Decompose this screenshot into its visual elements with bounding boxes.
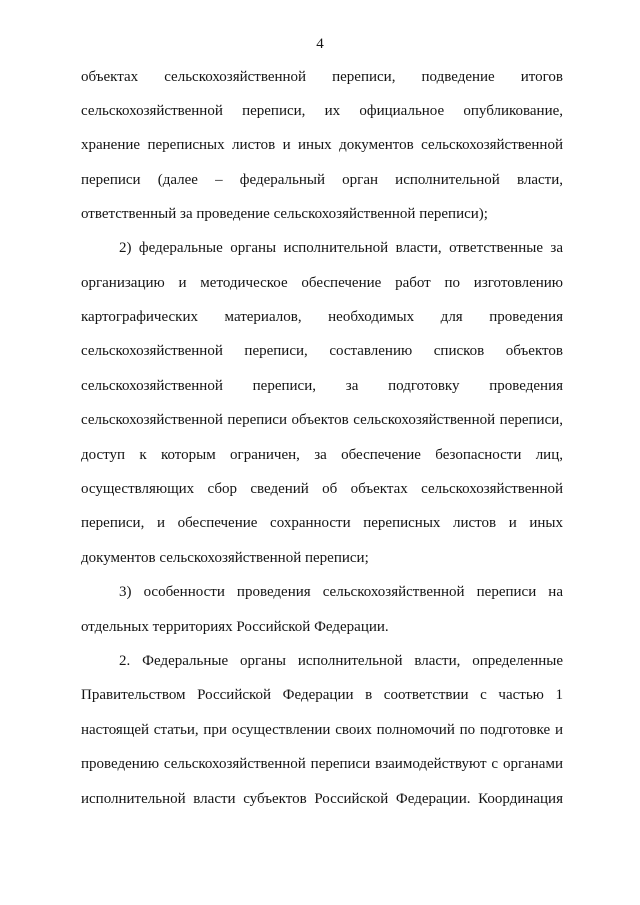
page-number: 4 xyxy=(316,36,324,52)
text-line: организацию и методическое обеспечение работ по изготовлению xyxy=(81,275,563,291)
text-line: 3) особенности проведения сельскохозяйственной переписи на xyxy=(119,584,563,600)
text-line: Правительством Российской Федерации в соответствии с частью 1 xyxy=(81,687,563,703)
text-line: отдельных территориях Российской Федерации. xyxy=(81,619,389,635)
text-line: 2) федеральные органы исполнительной власти, ответственные за xyxy=(119,240,563,256)
text-line: проведению сельскохозяйственной переписи взаимодействуют с органами xyxy=(81,756,563,772)
text-line: ответственный за проведение сельскохозяйственной переписи); xyxy=(81,206,488,222)
text-line: исполнительной власти субъектов Российской Федерации. Координация xyxy=(81,791,563,807)
text-line: сельскохозяйственной переписи объектов сельскохозяйственной переписи, xyxy=(81,412,563,428)
text-line: картографических материалов, необходимых для проведения xyxy=(81,309,563,325)
text-line: документов сельскохозяйственной переписи; xyxy=(81,550,369,566)
text-line: объектах сельскохозяйственной переписи, подведение итогов xyxy=(81,69,563,85)
text-line: осуществляющих сбор сведений об объектах сельскохозяйственной xyxy=(81,481,563,497)
text-line: хранение переписных листов и иных документов сельскохозяйственной xyxy=(81,137,563,153)
text-line: переписи (далее – федеральный орган исполнительной власти, xyxy=(81,172,563,188)
text-line: сельскохозяйственной переписи, составлению списков объектов xyxy=(81,343,563,359)
text-line: 2. Федеральные органы исполнительной власти, определенные xyxy=(119,653,563,669)
text-line: сельскохозяйственной переписи, за подготовку проведения xyxy=(81,378,563,394)
text-line: доступ к которым ограничен, за обеспечение безопасности лиц, xyxy=(81,447,563,463)
text-line: сельскохозяйственной переписи, их официальное опубликование, xyxy=(81,103,563,119)
text-line: переписи, и обеспечение сохранности переписных листов и иных xyxy=(81,515,563,531)
text-line: настоящей статьи, при осуществлении своих полномочий по подготовке и xyxy=(81,722,563,738)
